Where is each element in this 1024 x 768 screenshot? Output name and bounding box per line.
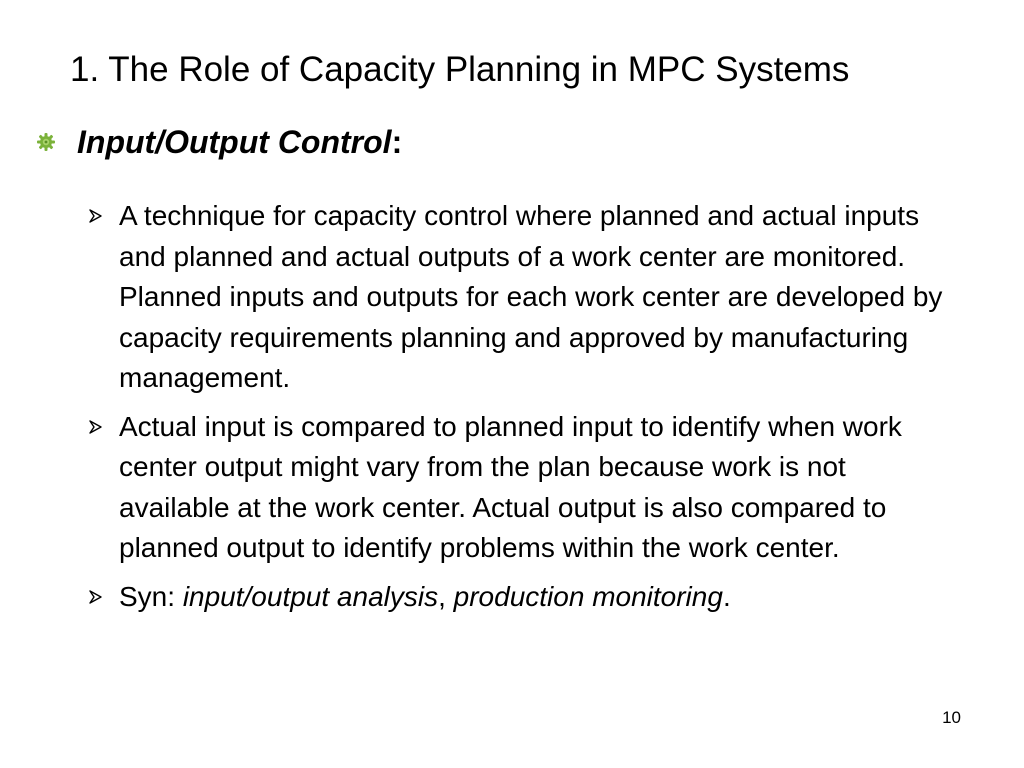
synonym-term: input/output analysis	[182, 580, 439, 612]
list-item	[88, 407, 968, 569]
synonym-term: production monitoring	[453, 580, 723, 612]
synonym-separator: ,	[438, 580, 454, 612]
bullet-text: Actual input is compared to planned input to identify when work center output might vary from the plan because work is not available at the work center. Actual output is also compared to planned output to identify problems within the work center.	[119, 410, 902, 563]
heading-text	[77, 120, 402, 164]
bullet-list	[88, 196, 968, 625]
heading-emphasis: Input/Output Control	[77, 124, 392, 160]
synonym-end: .	[722, 580, 731, 612]
page-number: 10	[942, 708, 961, 727]
synonym-prefix: Syn:	[119, 580, 183, 612]
list-item	[88, 196, 968, 399]
arrow-bullet-icon	[88, 419, 104, 435]
gear-bullet-icon	[36, 132, 56, 152]
arrow-bullet-icon	[88, 589, 104, 605]
heading-colon: :	[391, 124, 403, 160]
list-item	[88, 577, 968, 618]
section-heading	[36, 120, 402, 164]
arrow-bullet-icon	[88, 208, 104, 224]
bullet-text: A technique for capacity control where planned and actual inputs and planned and actual outputs of a work center are monitored. Planned inputs and outputs for each work center are developed by capacity requirements planning and approved by manufacturing management.	[119, 200, 943, 393]
slide-title: 1. The Role of Capacity Planning in MPC Systems	[70, 50, 850, 89]
bullet-text	[119, 577, 959, 618]
